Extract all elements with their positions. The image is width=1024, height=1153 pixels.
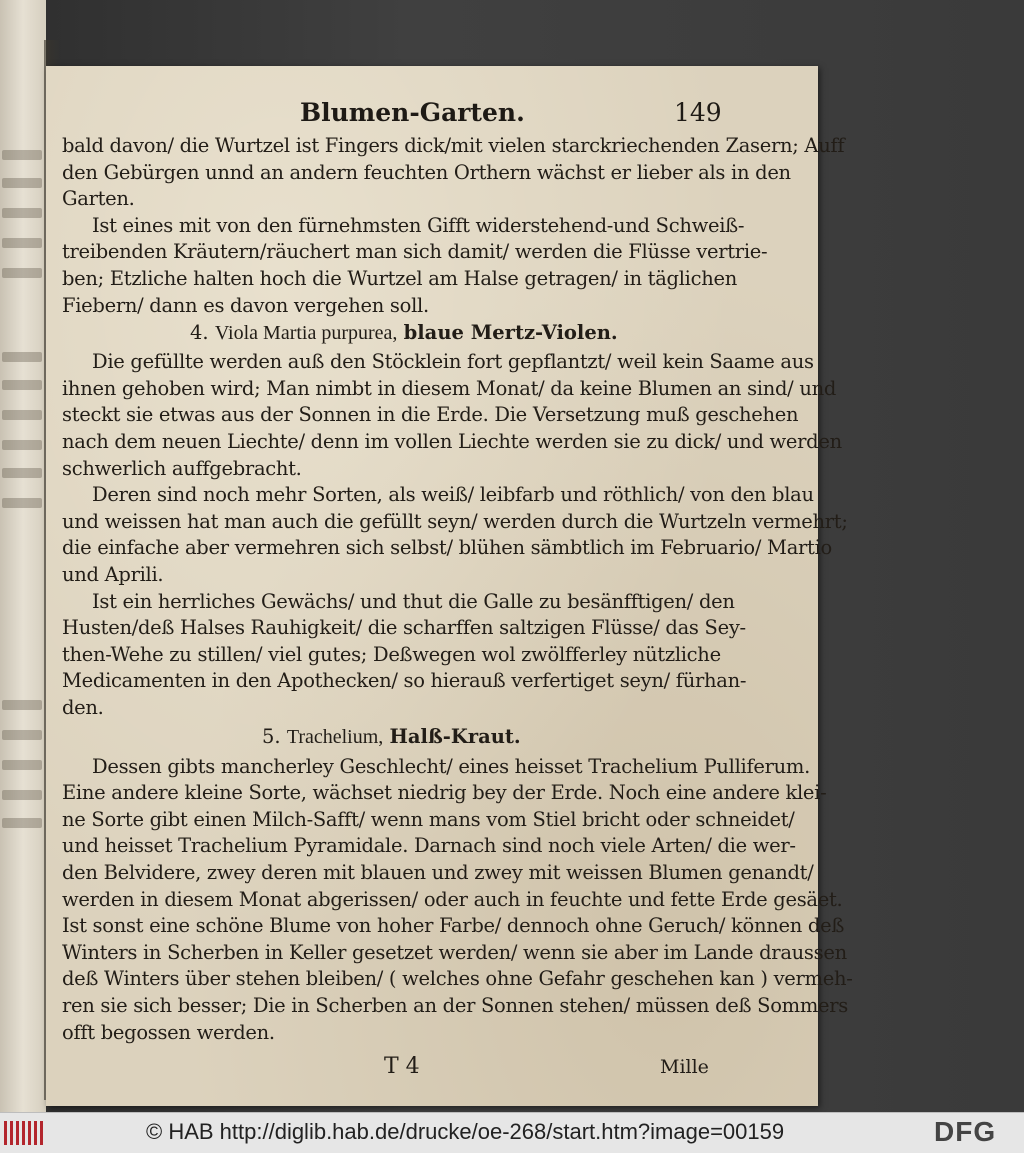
- text-line: werden in diesem Monat abgerissen/ oder auch in feuchte und fette Erde gesäet.: [62, 887, 843, 911]
- text-line: Ist eines mit von den fürnehmsten Gifft widerstehend-und Schweiß-: [92, 213, 745, 237]
- text-line: Winters in Scherben in Keller gesetzet werden/ wenn sie aber im Lande draussen: [62, 940, 847, 964]
- text-line: und heisset Trachelium Pyramidale. Darnach sind noch viele Arten/ die wer-: [62, 834, 796, 858]
- text-line: bald davon/ die Wurtzel ist Fingers dick/mit vielen starckriechenden Zasern; Auff: [62, 134, 845, 157]
- text-line: den.: [62, 696, 104, 719]
- text-line: offt begossen werden.: [62, 1020, 275, 1044]
- text-line: ben; Etzliche halten hoch die Wurtzel am Halse getragen/ in täglichen: [62, 267, 737, 290]
- text-line: Deren sind noch mehr Sorten, als weiß/ leibfarb und röthlich/ von den blau: [92, 483, 814, 507]
- text-line: und weissen hat man auch die gefüllt seyn/ werden durch die Wurtzeln vermehrt;: [62, 509, 848, 533]
- text-line: Die gefüllte werden auß den Stöcklein fort gepflantzt/ weil kein Saame aus: [92, 350, 814, 374]
- text-line: steckt sie etwas aus der Sonnen in die Erde. Die Versetzung muß geschehen: [62, 403, 799, 427]
- text-line: ren sie sich besser; Die in Scherben an der Sonnen stehen/ müssen deß Sommers: [62, 994, 848, 1017]
- heading-number: 4.: [190, 320, 209, 344]
- text-line: den Gebürgen unnd an andern feuchten Orthern wächst er lieber als in den: [62, 160, 791, 184]
- text-line: die einfache aber vermehren sich selbst/ blühen sämbtlich im Februario/ Martio: [62, 536, 832, 560]
- heading-latin: Trachelium,: [286, 726, 384, 748]
- text-line: Husten/deß Halses Rauhigkeit/ die scharffen saltzigen Flüsse/ das Sey-: [62, 616, 746, 640]
- heading-latin: Viola Martia purpurea,: [214, 321, 398, 344]
- text-line: Ist ein herrliches Gewächs/ und thut die Galle zu besänfftigen/ den: [92, 589, 735, 613]
- text-line: Fiebern/ dann es davon vergehen soll.: [62, 293, 429, 317]
- running-head: Blumen-Garten.: [300, 98, 525, 127]
- catchword: Mille: [660, 1055, 709, 1078]
- previous-page-edge: [0, 0, 46, 1112]
- text-line: nach dem neuen Liechte/ denn im vollen Liechte werden sie zu dick/ und werden: [62, 430, 842, 453]
- text-line: Ist sonst eine schöne Blume von hoher Farbe/ dennoch ohne Geruch/ können deß: [62, 914, 845, 938]
- dfg-logo: DFG: [934, 1116, 997, 1147]
- copyright-url[interactable]: © HAB http://diglib.hab.de/drucke/oe-268/start.htm?image=00159: [146, 1119, 785, 1144]
- barcode-icon: [4, 1121, 46, 1145]
- text-line: den Belvidere, zwey deren mit blauen und zwey mit weissen Blumen genandt/: [62, 861, 814, 884]
- text-line: und Aprili.: [62, 563, 164, 586]
- page-number: 149: [674, 98, 722, 127]
- heading-german: blaue Mertz-Violen.: [403, 320, 618, 344]
- text-line: schwerlich auffgebracht.: [62, 456, 302, 480]
- text-line: ihnen gehoben wird; Man nimbt in diesem Monat/ da keine Blumen an sind/ und: [62, 376, 837, 400]
- text-line: Eine andere kleine Sorte, wächset niedrig bey der Erde. Noch eine andere klei-: [62, 781, 827, 805]
- heading-number: 5.: [262, 725, 281, 748]
- text-line: Garten.: [62, 187, 135, 211]
- text-line: Dessen gibts mancherley Geschlecht/ eines heisset Trachelium Pulliferum.: [92, 754, 811, 778]
- section-heading-4: [190, 320, 618, 346]
- text-line: deß Winters über stehen bleiben/ ( welches ohne Gefahr geschehen kan ) vermeh-: [62, 967, 853, 991]
- section-heading-5: [262, 724, 521, 750]
- text-line: ne Sorte gibt einen Milch-Safft/ wenn mans vom Stiel bricht oder schneidet/: [62, 807, 795, 831]
- footer-bar: [0, 1112, 1024, 1153]
- text-line: then-Wehe zu stillen/ viel gutes; Deßwegen wol zwölfferley nützliche: [62, 642, 721, 666]
- text-line: treibenden Kräutern/räuchert man sich damit/ werden die Flüsse vertrie-: [62, 240, 768, 264]
- text-line: Medicamenten in den Apothecken/ so hierauß verfertiget seyn/ fürhan-: [62, 669, 747, 693]
- heading-german: Halß-Kraut.: [389, 725, 521, 748]
- signature-mark: T 4: [384, 1053, 420, 1079]
